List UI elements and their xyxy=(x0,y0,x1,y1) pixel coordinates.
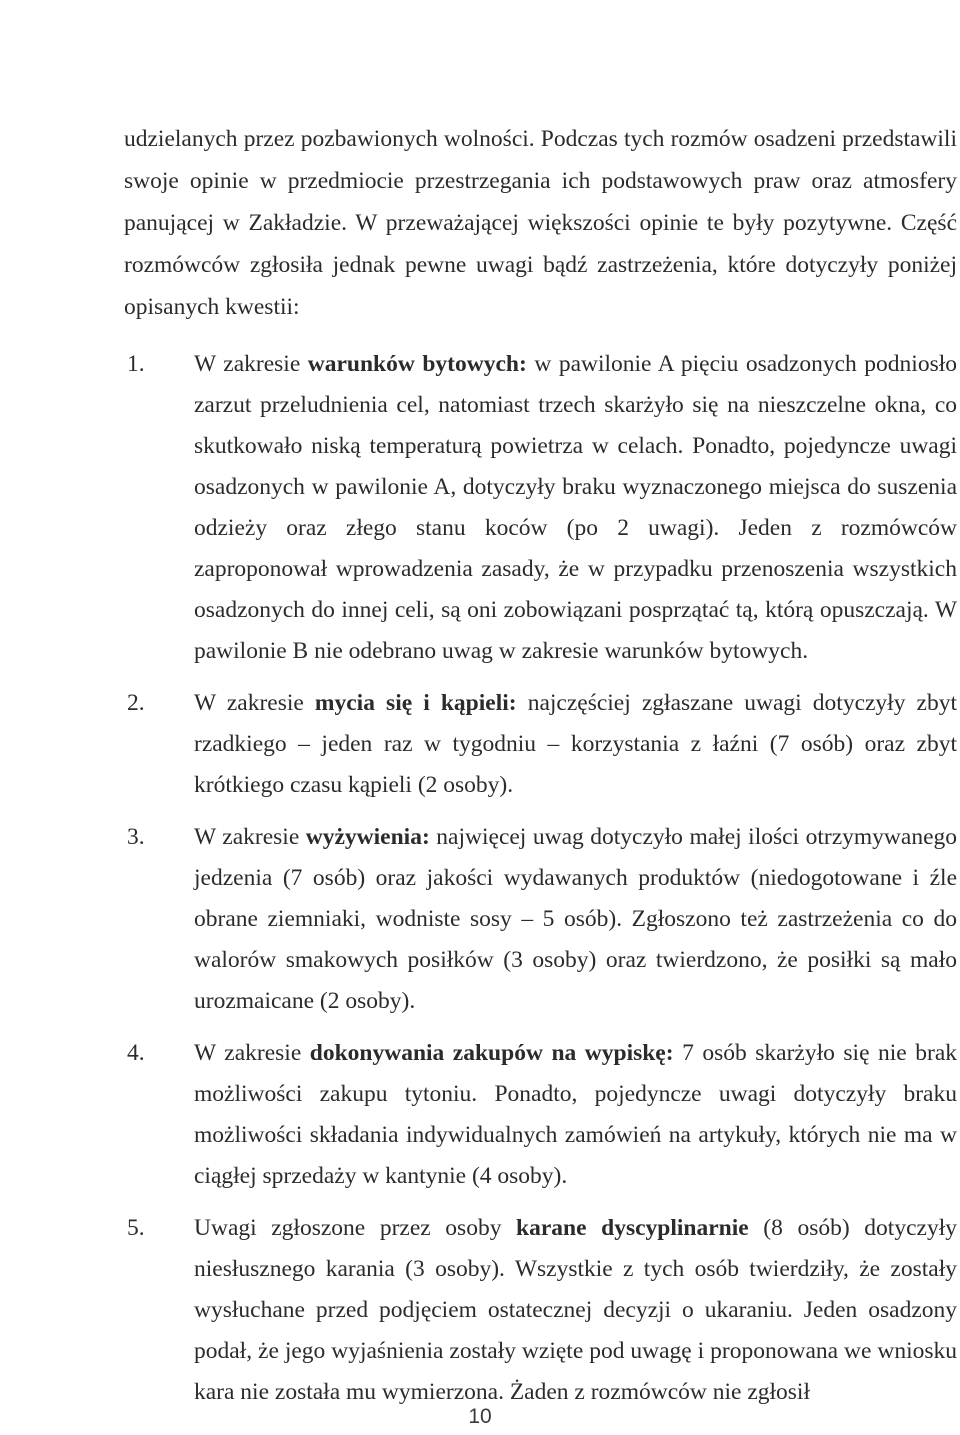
intro-paragraph: udzielanych przez pozbawionych wolności. Podczas tych rozmów osadzeni przedstawili swoje opinie w przedmiocie przestrzegania ich podstawowych praw oraz atmosfery panującej w Zakładzie. W przeważającej większości opinie te były pozytywne. Część rozmówców zgłosiła jednak pewne uwagi bądź zastrzeżenia, które dotyczyły poniżej opisanych kwestii: xyxy=(124,126,957,320)
list-item xyxy=(124,1033,957,1197)
list-item-number: 3. xyxy=(127,824,145,850)
list-item-bold-topic: mycia się i kąpieli: xyxy=(314,690,517,716)
list-item-bold-topic: warunków bytowych: xyxy=(307,351,527,377)
list-item-bold-topic: dokonywania zakupów na wypiskę: xyxy=(309,1040,674,1066)
list-item xyxy=(124,683,957,806)
list-item-text-body: (8 osób) dotyczyły niesłusznego karania (3 osoby). Wszystkie z tych osób twierdziły, że zostały wysłuchane przed podjęciem ostatecznej decyzji o ukaraniu. Jeden osadzony podał, że jego wyjaśnienia zostały wzięte pod uwagę i proponowana we wniosku kara nie została mu wymierzona. Żaden z rozmówców nie zgłosił xyxy=(194,1215,957,1405)
list-item-text-lead: W zakresie xyxy=(194,1040,310,1066)
list-item-number: 1. xyxy=(127,351,145,377)
list-item-text-body: w pawilonie A pięciu osadzonych podniosło zarzut przeludnienia cel, natomiast trzech skarżyło się na nieszczelne okna, co skutkowało niską temperaturą powietrza w celach. Ponadto, pojedyncze uwagi osadzonych w pawilonie A, dotyczyły braku wyznaczonego miejsca do suszenia odzieży oraz złego stanu koców (po 2 uwagi). Jeden z rozmówców zaproponował wprowadzenia zasady, że w przypadku przenoszenia wszystkich osadzonych do innej celi, są oni zobowiązani posprzątać tą, którą opuszczają. W pawilonie B nie odebrano uwag w zakresie warunków bytowych. xyxy=(194,351,957,664)
list-item-text-lead: W zakresie xyxy=(194,351,308,377)
list-item-text-body: 7 osób skarżyło się nie brak możliwości zakupu tytoniu. Ponadto, pojedyncze uwagi dotyczyły braku możliwości składania indywidualnych zamówień na artykuły, których nie ma w ciągłej sprzedaży w kantynie (4 osoby). xyxy=(194,1040,958,1189)
list-item-text-lead: W zakresie xyxy=(194,824,306,850)
list-item-text-lead: Uwagi zgłoszone przez osoby xyxy=(194,1215,517,1241)
list-item xyxy=(124,817,957,1022)
list-item-text-lead: W zakresie xyxy=(194,690,315,716)
list-item xyxy=(124,344,957,672)
list-item-number: 5. xyxy=(127,1215,145,1241)
list-item xyxy=(124,1208,957,1413)
issues-list xyxy=(124,344,957,1424)
list-item-text-body: najczęściej zgłaszane uwagi dotyczyły zbyt rzadkiego – jeden raz w tygodniu – korzystania z łaźni (7 osób) oraz zbyt krótkiego czasu kąpieli (2 osoby). xyxy=(194,690,958,798)
list-item-bold-topic: wyżywienia: xyxy=(305,824,430,850)
page-number: 10 xyxy=(468,1405,492,1428)
list-item-bold-topic: karane dyscyplinarnie xyxy=(516,1215,749,1241)
list-item-number: 2. xyxy=(127,690,145,716)
list-item-number: 4. xyxy=(127,1040,145,1066)
list-item-text-body: najwięcej uwag dotyczyło małej ilości otrzymywanego jedzenia (7 osób) oraz jakości wydawanych produktów (niedogotowane i źle obrane ziemniaki, wodniste sosy – 5 osób). Zgłoszono też zastrzeżenia co do walorów smakowych posiłków (3 osoby) oraz twierdzono, że posiłki są mało urozmaicane (2 osoby). xyxy=(194,824,957,1014)
